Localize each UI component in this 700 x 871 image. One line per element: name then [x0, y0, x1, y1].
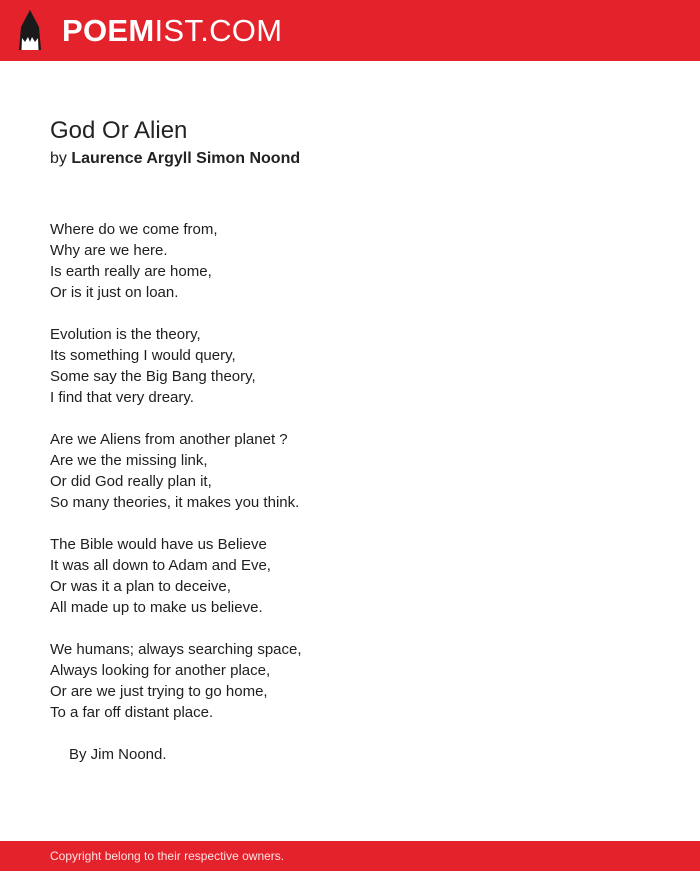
poem-title: God Or Alien: [50, 117, 188, 144]
copyright-notice: Copyright belong to their respective owners.: [50, 849, 285, 863]
poem-line: Is earth really are home,: [50, 263, 212, 280]
poem-line: Its something I would query,: [50, 347, 236, 364]
poem-byline: [50, 149, 300, 169]
poem-line: Or was it a plan to deceive,: [50, 578, 231, 595]
stanza: [50, 324, 650, 408]
poem-line: Are we the missing link,: [50, 452, 208, 469]
brand-light: IST.COM: [154, 13, 283, 48]
poem-line: Evolution is the theory,: [50, 326, 201, 343]
stanza: [50, 639, 650, 723]
poem-line: Or did God really plan it,: [50, 473, 212, 490]
site-footer: [0, 841, 700, 871]
poem-line: Why are we here.: [50, 242, 168, 259]
poem-line: To a far off distant place.: [50, 704, 214, 721]
pencil-icon[interactable]: [17, 9, 43, 52]
site-header: [0, 0, 700, 61]
poem-line: Where do we come from,: [50, 221, 218, 238]
poem-line: Some say the Big Bang theory,: [50, 368, 256, 385]
poem-line: The Bible would have us Believe: [50, 536, 267, 553]
poem-line: Always looking for another place,: [50, 662, 271, 679]
poem-line: All made up to make us believe.: [50, 599, 263, 616]
poem-line: It was all down to Adam and Eve,: [50, 557, 271, 574]
site-logo[interactable]: [62, 12, 282, 50]
poem-line: Or are we just trying to go home,: [50, 683, 268, 700]
poem-line: Are we Aliens from another planet ?: [50, 431, 288, 448]
author-name[interactable]: Laurence Argyll Simon Noond: [71, 150, 301, 167]
brand-bold: POEM: [62, 13, 155, 48]
poem-line: Or is it just on loan.: [50, 284, 179, 301]
stanza: [50, 534, 650, 618]
stanza: [50, 429, 650, 513]
poem-line: We humans; always searching space,: [50, 641, 302, 658]
stanza: [50, 219, 650, 303]
poem-line: I find that very dreary.: [50, 389, 194, 406]
poem-line: So many theories, it makes you think.: [50, 494, 300, 511]
poem-signoff: By Jim Noond.: [69, 746, 167, 763]
poem-body: [50, 219, 650, 744]
by-prefix: by: [50, 150, 67, 167]
